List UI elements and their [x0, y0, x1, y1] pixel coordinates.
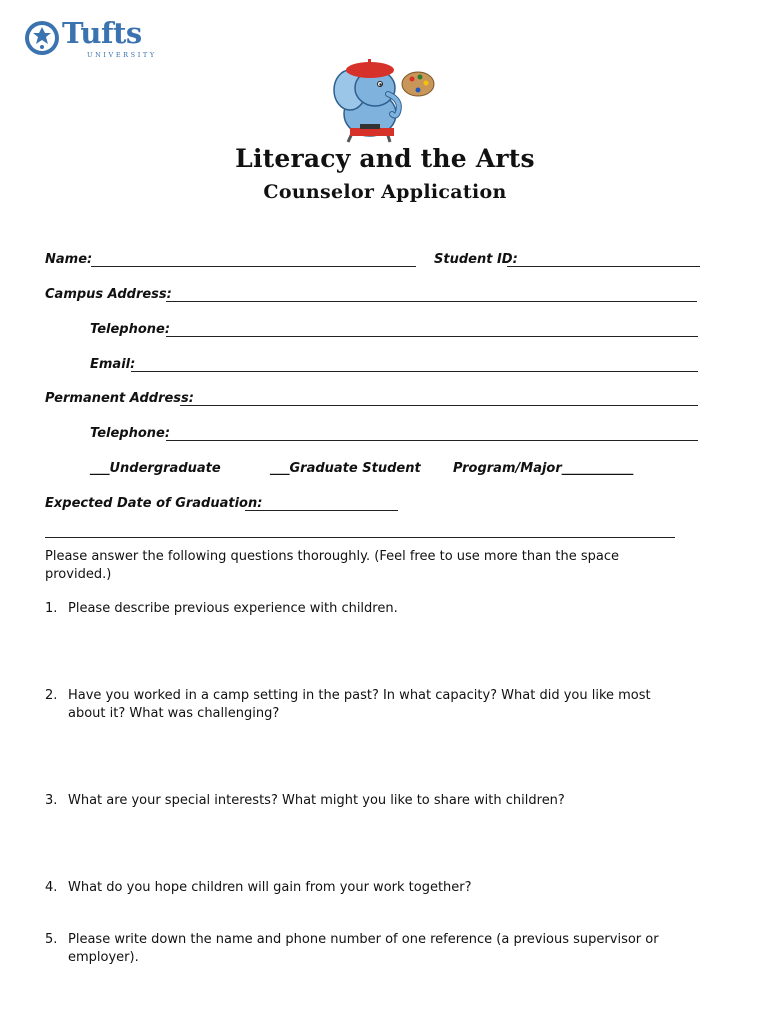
expected-graduation-label: Expected Date of Graduation: — [45, 496, 263, 511]
logo-wordmark: Tufts — [62, 16, 142, 50]
question-text: What do you hope children will gain from your work together? — [68, 880, 472, 895]
name-label: Name: — [45, 252, 93, 267]
elephant-painter-illustration — [320, 54, 440, 146]
campus-address-field[interactable] — [166, 301, 697, 302]
student-id-field[interactable] — [507, 266, 700, 267]
question-number: 1. — [45, 601, 58, 616]
campus-address-label: Campus Address: — [45, 287, 172, 302]
question-5 — [45, 931, 725, 971]
question-text: Please write down the name and phone number of one reference (a previous supervisor or employer). — [68, 932, 659, 965]
page-subtitle: Counselor Application — [263, 181, 507, 203]
name-field[interactable] — [91, 266, 416, 267]
program-major-field[interactable]: Program/Major___________ — [453, 461, 634, 476]
question-text: What are your special interests? What might you like to share with children? — [68, 793, 565, 808]
question-2 — [45, 687, 725, 727]
expected-graduation-field[interactable] — [245, 510, 398, 511]
undergraduate-option[interactable]: ___Undergraduate — [90, 461, 221, 476]
permanent-telephone-field[interactable] — [166, 440, 698, 441]
email-label: Email: — [90, 357, 136, 372]
instructions-text: Please answer the following questions thoroughly. (Feel free to use more than the space provided.) — [45, 549, 620, 582]
graduate-student-option[interactable]: ___Graduate Student — [270, 461, 421, 476]
tufts-seal-icon — [24, 20, 60, 56]
campus-telephone-field[interactable] — [166, 336, 698, 337]
question-4 — [45, 879, 725, 899]
elephant-mascot-icon — [320, 54, 440, 146]
tufts-logo — [24, 16, 157, 64]
page-title: Literacy and the Arts — [235, 144, 535, 173]
question-number: 4. — [45, 880, 58, 895]
campus-telephone-label: Telephone: — [90, 322, 171, 337]
question-text: Please describe previous experience with children. — [68, 601, 398, 616]
email-field[interactable] — [131, 371, 698, 372]
question-text: Have you worked in a camp setting in the past? In what capacity? What did you like most about it? What was challenging? — [68, 688, 651, 721]
logo-university-text: UNIVERSITY — [87, 51, 157, 59]
permanent-address-label: Permanent Address: — [45, 391, 194, 406]
question-3 — [45, 792, 725, 812]
question-1 — [45, 600, 725, 620]
permanent-address-field[interactable] — [180, 405, 698, 406]
question-number: 2. — [45, 688, 58, 703]
question-number: 3. — [45, 793, 58, 808]
section-divider — [45, 537, 675, 538]
student-id-label: Student ID: — [434, 252, 518, 267]
question-number: 5. — [45, 932, 58, 947]
permanent-telephone-label: Telephone: — [90, 426, 171, 441]
